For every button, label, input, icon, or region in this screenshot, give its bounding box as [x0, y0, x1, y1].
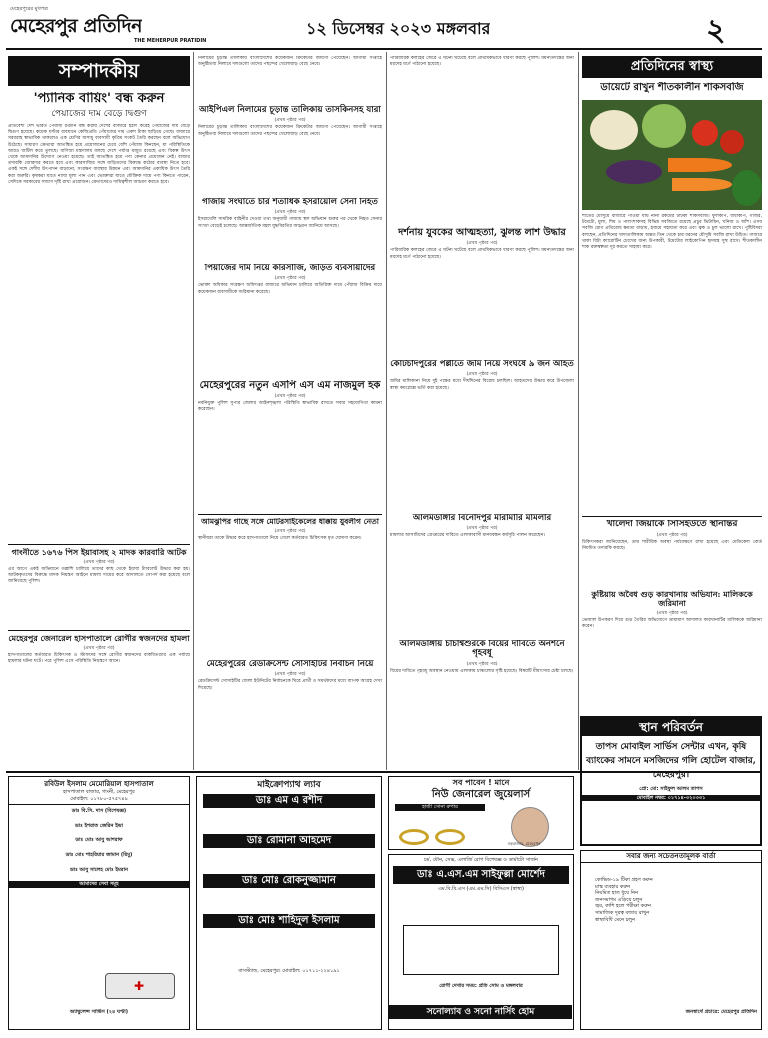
- clinic-doctor-3: ডাঃ মোঃ রোকনুজ্জামান: [203, 874, 375, 888]
- clinic-doctor-2-degree: [197, 848, 381, 874]
- hospital-ad-title: রবিউল ইসলাম মেমোরিয়াল হাসপাতাল: [44, 780, 154, 788]
- mobile-ad-owner: প্রো: মো: সাইফুল আলম তাপস: [639, 786, 703, 792]
- right-article-2-byline: (প্রথম পৃষ্ঠার পর): [656, 610, 688, 616]
- rc-article-3-byline: (প্রথম পৃষ্ঠার পর): [466, 526, 498, 532]
- left-article-rule: [8, 630, 190, 631]
- awareness-item-3: নিয়মিত হাত ধুয়ে নিন: [595, 890, 639, 897]
- hospital-doctor-2: ডাঃ ইশরাত জেরিন ইভা: [75, 822, 123, 829]
- awareness-item-7: স্বাস্থ্যবিধি মেনে চলুন: [595, 916, 636, 923]
- right-article-1: [582, 520, 762, 586]
- hospital-ambulance: অ্যাম্বুলেন্স সার্ভিস (২৪ ঘণ্টা): [69, 1009, 129, 1015]
- center-article-2-body: ইসরায়েলি সামরিক বাহিনীর দেওয়া তথ্য অনুযায়ী গাজায় স্থল অভিযান শুরুর পর থেকে নিহত সেনার সংখ্যা বেড়েই চলেছে। আন্তর্জাতিক মহল যুদ্ধবিরতির আহ্বান জানিয়ে আসছে।: [198, 217, 382, 229]
- editorial-subheadline: পেঁয়াজের দাম বেড়ে দ্বিগুণ: [51, 110, 147, 119]
- center-article-5-byline: (প্রথম পৃষ্ঠার পর): [274, 529, 306, 535]
- left-article-2-byline: (প্রথম পৃষ্ঠার পর): [83, 645, 115, 651]
- clinic-doctor-4: ডাঃ মোঃ শাহিদুল ইসলাম: [203, 914, 375, 928]
- center-article-4-body: নবনিযুক্ত পুলিশ সুপার জেলার আইনশৃঙ্খলা পরিস্থিতি স্বাভাবিক রাখতে সবার সহযোগিতা কামনা করেছেন।: [198, 401, 382, 413]
- rc-article-4-headline: আলমডাঙ্গায় চাচাশ্বশুরকে বিয়ের দাবিতে অনশনে গৃহবধূ: [399, 640, 565, 659]
- rc-lead-body: পারিবারিক কলহের জেরে এ ঘটনা ঘটেছে বলে প্রাথমিকভাবে ধারণা করছে পুলিশ। ময়নাতদন্তের জন্য মরদেহ মর্গে পাঠানো হয়েছে।: [390, 56, 574, 68]
- awareness-item-6: সামাজিক দূরত্ব বজায় রাখুন: [595, 909, 650, 916]
- clinic-ad: [196, 776, 382, 1030]
- rc-article-3-body: মামলার আসামিদের গ্রেপ্তারের দাবিতে এলাকাবাসী মানববন্ধন কর্মসূচি পালন করেছেন।: [390, 533, 545, 539]
- center-article-6-body: রেডক্রিসেন্ট সোসাইটির জেলা ইউনিটের নির্বাচনকে ঘিরে প্রার্থী ও সমর্থকদের মধ্যে ব্যাপক আগ্রহ দেখা দিয়েছে।: [198, 679, 382, 691]
- rc-article-1-headline: দর্শনায় যুবকের আত্মহত্যা, ঝুলন্ত লাশ উদ্ধার: [398, 227, 566, 238]
- center-article-4-headline: মেহেরপুরের নতুন এসপি এস এম নাজমুল হক: [199, 380, 381, 391]
- health-headline: ডায়েটে রাখুন শীতকালীন শাকসবজি: [600, 82, 744, 93]
- ambulance-cross: ✚: [134, 980, 145, 992]
- column-divider-1: [193, 52, 194, 770]
- services-list-box: [403, 925, 559, 975]
- hospital-doctor-4: ডাঃ মোঃ শাহরিয়ার জামান (রিমু): [65, 851, 133, 858]
- editorial-section-title: সম্পাদকীয়: [8, 56, 190, 86]
- masthead-subname: THE MEHERPUR PRATIDIN: [134, 38, 207, 44]
- cauliflower-shape: [590, 110, 638, 150]
- rc-article-1-byline: (প্রথম পৃষ্ঠার পর): [466, 241, 498, 247]
- right-article-2-headline: কুষ্টিয়ায় অবৈধ গুড় কারখানায় অভিযান: মালিককে জরিমানা: [591, 590, 753, 608]
- hospital-ad-phone: মোবাইল: ০১৭৮০-৫৭৫৭৪৯: [9, 796, 189, 806]
- clinic-doctor-3-degree: [197, 888, 381, 914]
- center-article-4-byline: (প্রথম পৃষ্ঠার পর): [274, 394, 306, 399]
- mobile-ad-body: তাপস মোবাইল সার্ভিস সেন্টার এখন, কৃষি ব্যাংকের সামনে মসজিদের গলি হোটেল বাজার, মেহেরপুর।: [586, 742, 756, 780]
- rc-article-1-body: পারিবারিক কলহের জেরে এ ঘটনা ঘটেছে বলে প্রাথমিকভাবে ধারণা করছে পুলিশ। ময়নাতদন্তের জন্য মরদেহ মর্গে পাঠানো হয়েছে।: [390, 248, 574, 260]
- center-article-1-body: নিলামের চূড়ান্ত তালিকায় বাংলাদেশের কয়েকজন ক্রিকেটার জায়গা পেয়েছেন। আগামী সপ্তাহে অনুষ্ঠিতব্য নিলামে দলগুলো তাদের পছন্দের খেলোয়াড় বেছে নেবে।: [198, 125, 382, 137]
- masthead: [6, 6, 762, 48]
- eggplant-shape: [606, 160, 662, 184]
- right-article-1-headline: খালেদা জিয়াকে সিসিইউতে স্থানান্তর: [606, 520, 738, 529]
- rc-article-1: [390, 56, 574, 356]
- vegetables-photo: [582, 100, 762, 210]
- rc-article-2-body: জমির মালিকানা নিয়ে দুই পক্ষের মধ্যে দীর্ঘদিনের বিরোধ চলছিল। আহতদের উদ্ধার করে উপজেলা স্বাস্থ্য কমপ্লেক্সে ভর্তি করা হয়েছে।: [390, 379, 574, 391]
- doctor-time: রোগী দেখার সময়: প্রতি সোম ও মঙ্গলবার: [439, 983, 523, 989]
- right-article-1-byline: (প্রথম পৃষ্ঠার পর): [656, 532, 688, 538]
- rc-article-4-byline: (প্রথম পৃষ্ঠার পর): [466, 661, 498, 667]
- center-article-2-headline: গাজায় সংঘাতে চার শতাধিক ইসরায়েলি সেনা নিহত: [202, 198, 378, 207]
- center-rule: [198, 514, 382, 515]
- awareness-item-2: মাস্ক ব্যবহার করুন: [595, 883, 631, 890]
- health-body: শীতের মৌসুমে বাজারে পাওয়া যায় নানা রকমের টাটকা শাকসবজি। ফুলকপি, বাঁধাকপি, গাজর, টমেটো, মুলা, শিম ও পালংশাকসহ বিভিন্ন সবজিতে রয়েছে প্রচুর ভিটামিন, খনিজ ও আঁশ। এসব সবজি রোগ প্রতিরোধ ক্ষমতা বাড়ায়, হজমে সহায়তা করে এবং ত্বক ও চুল ভালো রাখে। পুষ্টিবিদরা বলছেন, প্রতিদিনের খাদ্যতালিকায় অন্তত তিন থেকে চার ধরনের মৌসুমি সবজি রাখা উচিত। গাজরে থাকা বিটা ক্যারোটিন চোখের জন্য উপকারী, টমেটোর লাইকোপিন হৃদযন্ত্র সুস্থ রাখে। শীতকালীন শাক রক্তস্বল্পতা দূর করতে সাহায্য করে।: [582, 214, 762, 251]
- awareness-item-4: জনসমাগম এড়িয়ে চলুন: [595, 896, 643, 903]
- tomato-shape-2: [720, 130, 744, 154]
- center-article-5-headline: আমঝুপির গাছে সঙ্গে মোটরসাইকেলের ধাক্কায় যুবলীগ নেতা: [201, 518, 379, 526]
- center-article-1-lead: নিলামের চূড়ান্ত তালিকায় বাংলাদেশের কয়েকজন ক্রিকেটার জায়গা পেয়েছেন। আগামী সপ্তাহে অনুষ্ঠিতব্য নিলামে দলগুলো তাদের পছন্দের খেলোয়াড় বেছে নেবে।: [198, 56, 382, 68]
- hospital-ad: [8, 776, 190, 1030]
- awareness-item-1: কোভিড-১৯ টিকা গ্রহণ করুন: [595, 877, 653, 883]
- column-divider-2: [386, 52, 387, 770]
- hospital-doctor-5: ডাঃ আবু সালেহ মোঃ ইমরান: [70, 866, 128, 873]
- left-article-1: [8, 548, 190, 628]
- doctor-name: ডাঃ এ.এস.এম সাইফুল্লা মোর্শেদ: [393, 866, 569, 884]
- clinic-doctor-1: ডাঃ এম এ রশীদ: [203, 794, 375, 808]
- awareness-footer: জনস্বার্থে প্রচারে: মেহেরপুর প্রতিদিন: [685, 1009, 757, 1015]
- left-article-1-body: এর আগে একই অভিযানে তল্লাশি চালিয়ে তাদের কাছ থেকে ইয়াবা ট্যাবলেট উদ্ধার করা হয়। আটককৃতদের বিরুদ্ধে মাদক নিয়ন্ত্রণ আইনে মামলা দায়ের করে আদালতে সোপর্দ করা হয়েছে বলে জানিয়েছে পুলিশ।: [8, 566, 190, 585]
- doctor-hospital: সনোল্যাব ও সনো নার্সিং হোম: [389, 1005, 572, 1019]
- jewellers-contact: বড়বাজার, মেহেরপুর: [507, 841, 541, 846]
- mobile-service-ad: [580, 716, 762, 846]
- center-article-2: [198, 198, 382, 260]
- doctor-degrees: এম.বি.বি.এস (এম.এম.সি) বিসিএস (স্বাস্থ্য): [438, 885, 524, 892]
- masthead-date: ১২ ডিসেম্বর ২০২৩ মঙ্গলবার: [306, 19, 491, 38]
- masthead-rule: [6, 48, 762, 50]
- cabbage-shape: [642, 104, 686, 148]
- rc-article-3-headline: আলমডাঙ্গার বিনোদপুর মারামারি মামলার: [412, 514, 552, 523]
- mobile-ad-phone: মোবাইল নম্বর: ০১৭১৪-৩২০৩৩১: [582, 795, 760, 802]
- carrot-shape: [668, 158, 732, 172]
- left-article-1-headline: গাংনীতে ১৬৭৬ পিস ইয়াবাসহ ২ মাদক কারবারি আটক: [11, 548, 187, 557]
- jewellery-ring-icon: [399, 829, 429, 845]
- doctor-intro: চর্ম, যৌন, সেক্স, এলার্জি রোগ বিশেষজ্ঞ ও ডার্মাটো সার্জন: [424, 857, 538, 863]
- ambulance-icon: [105, 973, 175, 999]
- left-article-1-byline: (প্রথম পৃষ্ঠার পর): [83, 559, 115, 565]
- masthead-tagline: মেহেরপুরের মুখপত্র: [10, 6, 48, 12]
- jewellers-tagline: সব পাবেন ! মানে: [452, 778, 510, 787]
- clinic-doctor-1-degree: [197, 808, 381, 834]
- health-section-title: প্রতিদিনের স্বাস্থ্য: [582, 56, 762, 78]
- center-article-3: [198, 264, 382, 374]
- center-article-4: [198, 380, 382, 510]
- center-article-1-headline: আইপিএল নিলামের চূড়ান্ত তালিকায় তাসকিনসহ যারা: [199, 105, 381, 115]
- center-article-1: [198, 56, 382, 194]
- center-article-3-headline: পিঁয়াজের দাম নিয়ে কারসাজি, জড়িত ব্যবসায়ীদের: [204, 264, 376, 273]
- carrot-shape-2: [672, 178, 732, 191]
- clinic-doctor-2: ডাঃ রোমানা আহমেদ: [203, 834, 375, 848]
- hospital-services-title: আমাদের সেবা সমূহ: [9, 881, 189, 888]
- center-article-6: [198, 660, 382, 768]
- rc-article-2: [390, 360, 574, 510]
- left-article-2-headline: মেহেরপুর জেনারেল হাসপাতালে রোগীর স্বজনদের হামলা: [8, 634, 190, 643]
- clinic-ad-title: মাইক্রোপ্যাথ ল্যাব: [257, 780, 321, 790]
- center-article-5-body: স্থানীয়রা তাকে উদ্ধার করে হাসপাতালে নিয়ে গেলে কর্তব্যরত চিকিৎসক মৃত ঘোষণা করেন।: [198, 536, 362, 542]
- jewellery-ring-icon-2: [435, 829, 465, 845]
- page-number: ২: [706, 13, 726, 48]
- rc-article-2-byline: (প্রথম পৃষ্ঠার পর): [466, 372, 498, 378]
- hospital-ad-address: হাসপাতাল বাজার, গাংনী, মেহেরপুর: [63, 789, 135, 795]
- left-article-2-body: হাসপাতালের কর্তব্যরত চিকিৎসক ও স্টাফদের সঙ্গে রোগীর স্বজনদের বাকবিতণ্ডার এক পর্যায়ে হামলার ঘটনা ঘটে। পরে পুলিশ এসে পরিস্থিতি নিয়ন্ত্রণে আনে।: [8, 652, 190, 664]
- masthead-name: মেহেরপুর প্রতিদিন: [10, 15, 142, 37]
- left-article-2: [8, 634, 190, 764]
- jewellers-sub: হাজী সোনা রুপার: [395, 804, 485, 811]
- center-article-2-byline: (প্রথম পৃষ্ঠার পর): [274, 210, 306, 216]
- right-article-2-body: ভেজাল উপকরণ দিয়ে গুড় তৈরির অভিযোগে ভ্রাম্যমাণ আদালত কারখানাটির মালিককে জরিমানা করেন।: [582, 617, 762, 629]
- mobile-ad-title: স্থান পরিবর্তন: [582, 718, 760, 736]
- center-article-1-byline: (প্রথম পৃষ্ঠার পর): [274, 118, 306, 124]
- editorial-body: প্রতিবেশী দেশ ভারত পেঁয়াজ রপ্তানি বন্ধ করায় দেশের বাজারে হঠাৎ করেই পেঁয়াজের দাম বেড়ে দ্বিগুণ হয়েছে। কয়েক ঘণ্টার ব্যবধানে কেজিপ্রতি পেঁয়াজের দাম একশ টাকা ছাড়িয়ে গেছে। বাজারে সরবরাহ স্বাভাবিক থাকলেও এক শ্রেণির অসাধু ব্যবসায়ী কৃত্রিম সংকট তৈরি করছেন বলে অভিযোগ উঠেছে। সাধারণ ক্রেতারা আতঙ্কিত হয়ে প্রয়োজনের চেয়ে বেশি পেঁয়াজ কিনছেন, যা পরিস্থিতিকে আরও জটিল করে তুলছে। বাণিজ্য মন্ত্রণালয় বলছে দেশে পর্যাপ্ত মজুত রয়েছে এবং বিকল্প উৎস থেকে আমদানির উদ্যোগ নেওয়া হয়েছে। তাই আতঙ্কিত হয়ে পণ্য কেনার প্রয়োজন নেই। বাজার তদারকি জোরদার করতে হবে এবং কারসাজির সঙ্গে জড়িতদের বিরুদ্ধে কঠোর ব্যবস্থা নিতে হবে। একই সঙ্গে দেশীয় উৎপাদন বাড়ানো, সংরক্ষণ ব্যবস্থার উন্নয়ন এবং আমদানির একাধিক উৎস তৈরি করা জরুরি। কৃষকরা যাতে ন্যায্য মূল্য পান এবং ভোক্তারা যাতে যৌক্তিক দামে পণ্য কিনতে পারেন, সেদিকে সরকারের সজাগ দৃষ্টি রাখা প্রয়োজন। ক্রেতাদেরও দায়িত্বশীল আচরণ করতে হবে।: [8, 124, 190, 185]
- right-article-1-body: চিকিৎসকরা জানিয়েছেন, তার শারীরিক অবস্থা পর্যবেক্ষণে রাখা হয়েছে এবং মেডিকেল বোর্ড নিয়মিত তদারকি করছে।: [582, 539, 762, 552]
- greens-shape: [732, 170, 762, 206]
- rc-article-3: [390, 514, 574, 634]
- hospital-doctor-1: ডাঃ বি.সি. দাস (বিশেষজ্ঞ): [71, 808, 127, 815]
- rc-article-4: [390, 640, 574, 768]
- editorial-bottom-rule: [8, 544, 190, 545]
- jewellers-ad: [388, 776, 574, 850]
- awareness-title: সবার জন্য সচেতনতামূলক বার্তা: [581, 851, 761, 863]
- awareness-ad: [580, 850, 762, 1030]
- editorial-headline: 'প্যানিক বায়িং' বন্ধ করুন: [33, 92, 165, 106]
- hospital-doctor-3: ডাঃ মোঃ আবু আশরাফ: [75, 837, 123, 844]
- awareness-item-5: জ্বর, কাশি হলে পরীক্ষা করুন: [595, 903, 651, 910]
- doctor-ad: [388, 854, 574, 1030]
- rc-article-4-body: বিয়ের দাবিতে গৃহবধূ অবস্থান নেওয়ায় এলাকায় চাঞ্চল্যের সৃষ্টি হয়েছে। বিষয়টি মীমাংসার চেষ্টা চলছে।: [390, 668, 574, 674]
- center-article-3-body: ভোক্তা অধিকার সংরক্ষণ অধিদপ্তর বাজারে অভিযান চালিয়ে অতিরিক্ত দামে পেঁয়াজ বিক্রির দায়ে কয়েকজন ব্যবসায়ীকে জরিমানা করেছে।: [198, 283, 382, 295]
- rc-article-2-headline: কোটচাঁদপুরের পল্লীতে জমি নিয়ে সংঘর্ষে ৯ জন আহত: [390, 360, 574, 369]
- center-article-3-byline: (প্রথম পৃষ্ঠার পর): [274, 276, 306, 282]
- center-article-6-headline: মেহেরপুরের রেডক্রিসেন্ট সোসাইটির নির্বাচন নিয়ে: [206, 660, 374, 669]
- column-divider-3: [578, 52, 579, 770]
- clinic-ad-footer: বাসস্ট্যান্ড, মেহেরপুর। মোবাইল: ০১৭১১-২২৪১৯১: [238, 968, 340, 974]
- center-article-6-byline: (প্রথম পৃষ্ঠার পর): [274, 672, 306, 678]
- center-article-5: [198, 518, 382, 638]
- tomato-shape: [692, 120, 718, 146]
- jewellers-name: নিউ জেনারেল জুয়েলার্স: [431, 789, 531, 800]
- health-rule: [582, 516, 762, 517]
